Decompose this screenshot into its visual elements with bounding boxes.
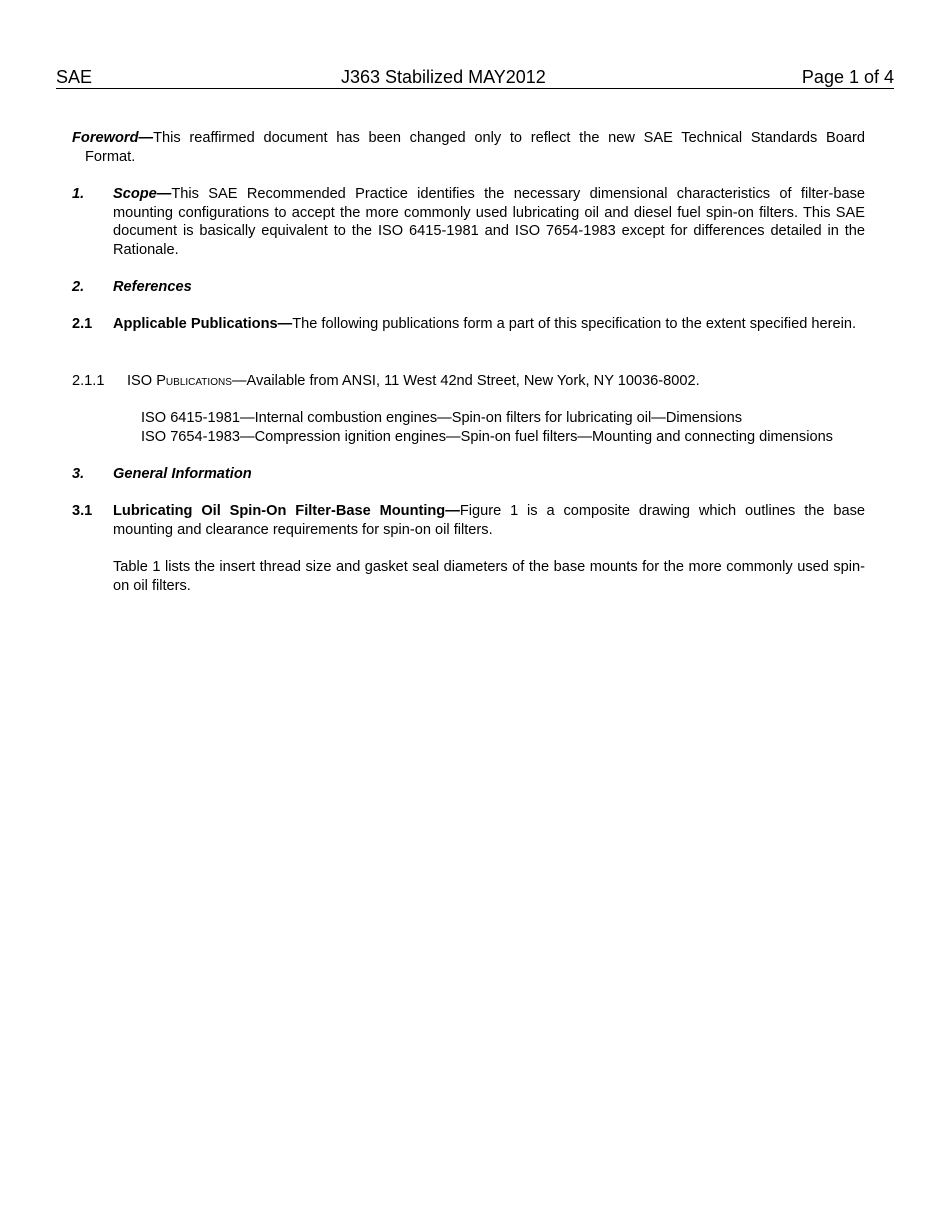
section-2-title: References bbox=[113, 279, 192, 295]
section-2-1-title: Applicable Publications— bbox=[113, 316, 293, 332]
header-organization: SAE bbox=[56, 67, 93, 87]
section-2-1-1-title: ISO Publications bbox=[127, 373, 232, 389]
section-3-1-paragraph-2: Table 1 lists the insert thread size and gasket seal diameters of the base mounts for the more commonly used spin-on oil filters. bbox=[113, 559, 865, 594]
header-page-number: Page 1 of 4 bbox=[801, 67, 894, 87]
section-3-1-paragraph bbox=[113, 502, 865, 539]
section-2-1-1-number: 2.1.1 bbox=[72, 373, 105, 389]
foreword-paragraph bbox=[72, 129, 865, 166]
section-3-1-title: Lubricating Oil Spin-On Filter-Base Mounting— bbox=[113, 503, 460, 519]
reference-item: ISO 6415-1981—Internal combustion engines—Spin-on filters for lubricating oil—Dimensions bbox=[141, 410, 743, 426]
reference-item: ISO 7654-1983—Compression ignition engines—Spin-on fuel filters—Mounting and connecting dimensions bbox=[141, 428, 833, 445]
section-3-title: General Information bbox=[113, 466, 252, 482]
section-2-1-number: 2.1 bbox=[72, 316, 93, 332]
reference-list bbox=[141, 409, 901, 446]
section-3-1-text: Figure 1 is a composite drawing which outlines the base mounting and clearance requirements for spin-on oil filters. bbox=[113, 503, 865, 538]
section-2-1-1-text: —Available from ANSI, 11 West 42nd Street, New York, NY 10036-8002. bbox=[231, 373, 700, 389]
section-3-1-number: 3.1 bbox=[72, 503, 93, 519]
header-document-id: J363 Stabilized MAY2012 bbox=[341, 67, 546, 87]
section-2-1-1-paragraph bbox=[127, 372, 867, 391]
section-2-1-text: The following publications form a part of this specification to the extent specified herein. bbox=[292, 316, 857, 332]
foreword-label: Foreword— bbox=[72, 130, 154, 146]
page-header bbox=[56, 67, 894, 89]
section-1-text: This SAE Recommended Practice identifies the necessary dimensional characteristics of filter-base mounting configurations to accept the more commonly used lubricating oil and diesel fuel spin-on filters. This SAE document is basically equivalent to the ISO 6415-1981 and ISO 7654-1983 except for differences detailed in the Rationale. bbox=[113, 186, 865, 259]
section-2-1-paragraph bbox=[113, 315, 865, 334]
section-3-number: 3. bbox=[72, 466, 85, 482]
foreword-text-line2: Format. bbox=[85, 148, 136, 165]
foreword-text-line1: This reaffirmed document has been changed only to reflect the new SAE Technical Standards Board bbox=[153, 130, 865, 146]
section-1-number: 1. bbox=[72, 186, 85, 202]
section-1-title: Scope— bbox=[113, 186, 172, 202]
section-1-paragraph bbox=[113, 185, 865, 260]
section-2-number: 2. bbox=[72, 279, 85, 295]
